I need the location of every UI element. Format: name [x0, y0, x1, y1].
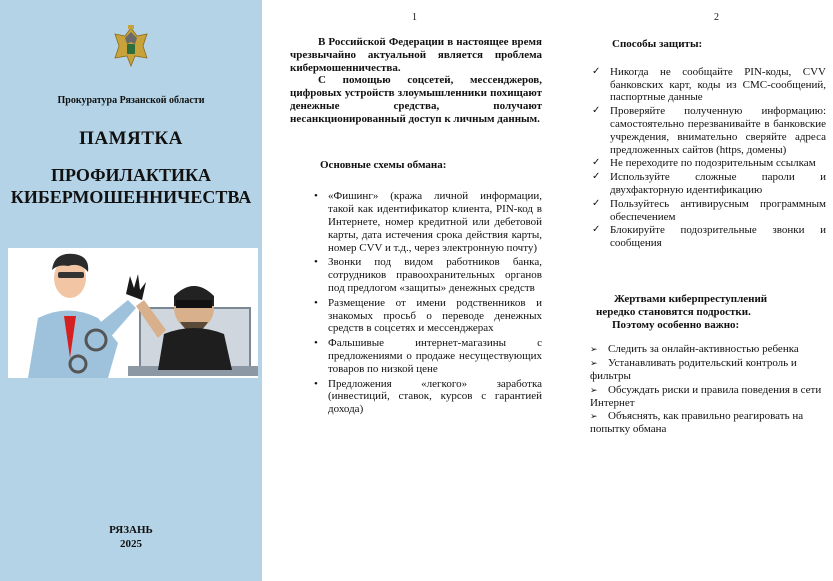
scheme-item: • «Фишинг» (кража личной информации, такой как идентификатор клиента, PIN-код в Интернете, номер кредитной или дебетовой карты, дата истечения срока действия карты, номер CVV и т.д., через электронную почту): [290, 190, 542, 254]
memo-title: ПАМЯТКА: [79, 128, 183, 149]
tip-item: ➢ Следить за онлайн-активностью ребенка: [590, 343, 826, 356]
protection-heading: Способы защиты:: [612, 38, 703, 50]
victims-line-2: нередко становятся подростки.: [596, 305, 751, 318]
scheme-item: • Фальшивые интернет-магазины с предложениями о продаже несуществующих товаров по низкой цене: [290, 337, 542, 375]
subtitle-line-1: ПРОФИЛАКТИКА: [50, 165, 212, 185]
tip-item: ➢ Устанавливать родительский контроль и фильтры: [590, 357, 826, 383]
scheme-item: • Звонки под видом работников банка, сотрудников правоохранительных органов под предлогом «защиты» денежных средств: [290, 256, 542, 294]
page-number-1: 1: [412, 12, 417, 23]
subtitle-line-2: КИБЕРМОШЕННИЧЕСТВА: [10, 187, 252, 207]
protection-item: ✓ Не переходите по подозрительным ссылкам: [590, 157, 826, 170]
protection-item: ✓ Никогда не сообщайте PIN-коды, CVV банковских карт, коды из СМС-сообщений, паспортные данные: [590, 66, 826, 104]
scheme-item: • Размещение от имени родственников и знакомых просьб о переводе денежных средств в соцсетях и мессенджерах: [290, 297, 542, 335]
protection-item: ✓ Проверяйте полученную информацию: самостоятельно перезванивайте в банковские учреждения, внимательно сверяйте адреса предложенных сайтов (https, домены): [590, 105, 826, 156]
organization-name: Прокуратура Рязанской области: [57, 95, 205, 106]
page-1-column: [290, 36, 542, 418]
city: РЯЗАНЬ: [109, 524, 153, 536]
intro-paragraph-2: С помощью соцсетей, мессенджеров, цифровых устройств злоумышленники похищают денежные средства, получают несанкционированный доступ к личным данным.: [290, 74, 542, 125]
schemes-list: [290, 190, 542, 416]
tip-item: ➢ Обсуждать риски и правила поведения в сети Интернет: [590, 384, 826, 410]
memo-subtitle: [0, 164, 262, 208]
protection-list: [590, 66, 826, 250]
tip-item: ➢ Объяснять, как правильно реагировать на попытку обмана: [590, 410, 826, 436]
scheme-item: • Предложения «легкого» заработка (инвестиций, ставок, курсов с гарантией дохода): [290, 378, 542, 416]
schemes-heading: Основные схемы обмана:: [320, 158, 447, 171]
tips-list: [590, 343, 826, 436]
year: 2025: [120, 538, 142, 550]
victims-line-1: Жертвами киберпреступлений: [614, 292, 768, 305]
page-2-column: [590, 38, 826, 437]
prosecutor-emblem-icon: [111, 24, 151, 68]
important-heading: Поэтому особенно важно:: [612, 318, 740, 331]
intro-paragraph-1: В Российской Федерации в настоящее время чрезвычайно актуальной является проблема кибермошенничества.: [290, 36, 542, 74]
cyber-fraud-illustration: [8, 248, 258, 378]
protection-item: ✓ Пользуйтесь антивирусным программным обеспечением: [590, 198, 826, 224]
page-number-2: 2: [714, 12, 719, 23]
protection-item: ✓ Блокируйте подозрительные звонки и сообщения: [590, 224, 826, 250]
protection-item: ✓ Используйте сложные пароли и двухфакторную идентификацию: [590, 171, 826, 197]
